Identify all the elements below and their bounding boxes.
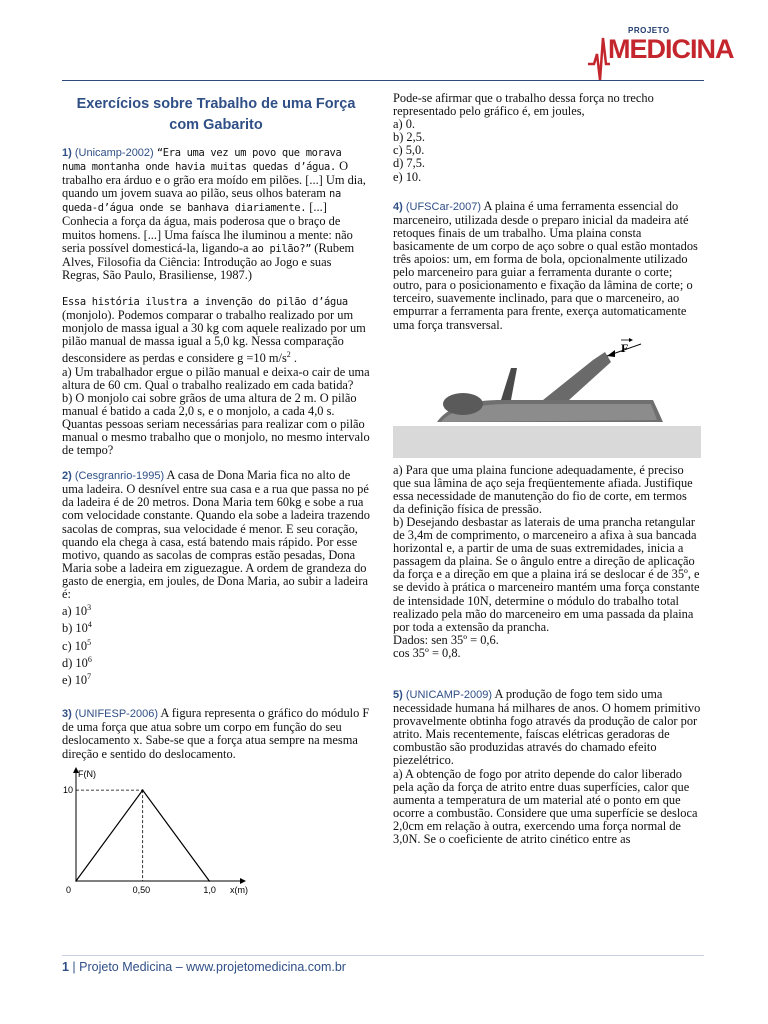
q1-quote-mono2: na queda-d’água onde se banhava diariamente.: [62, 188, 341, 215]
q1-part-b: b) O monjolo cai sobre grãos de uma altura de 2 m. O pilão manual é batido a cada 2,0 s, e o monjolo, a cada 4,0 s. Quantas pessoas seriam necessárias para realizar com o pilão manual o mesmo trabalho que o monjolo, no mesmo intervalo de tempo?: [62, 390, 370, 458]
origin-label: 0: [66, 884, 72, 895]
q2-option-a: a) $10^3$: [62, 603, 92, 619]
question-3: [62, 707, 370, 902]
q2-option-e: e) $10^7$: [62, 672, 92, 688]
logo-main-text: MEDICINA: [608, 34, 734, 64]
page-number: 1: [62, 960, 69, 974]
question-1: [62, 146, 370, 457]
y-axis-label: F(N): [78, 768, 96, 779]
question-3-continued: [393, 92, 701, 184]
q3-option-d: d) 7,5.: [393, 156, 426, 171]
q1-body: (monjolo). Podemos comparar o trabalho realizado por um monjolo de massa igual a 30 kg com aquele realizado por um pilão manual de massa igual a 5,0 kg. Nessa comparação desconsidere as perdas e considere g =10 m/s: [62, 308, 366, 366]
x-axis-arrow: [240, 878, 246, 884]
q4-number: 4): [393, 200, 403, 213]
right-column: [393, 92, 701, 858]
q4-part-a: a) Para que uma plaina funcione adequadamente, é preciso que sua lâmina de aço seja freqüentemente afiada. Justifique essa necessidade de manutenção do fio de corte, em termos da definição física de pressão.: [393, 462, 693, 516]
q4-body: A plaina é uma ferramenta essencial do marceneiro, utilizada desde o preparo inicial da madeira até retoques finais de um trabalho. Uma plaina consta basicamente de um corpo de aço sobre o qual estão montados três apoios: um, em forma de bola, opcionalmente utilizado pelo marceneiro para guiar a ferramenta durante o corte; outro, para o posicionamento e fixação da lâmina de corte; o terceiro, suavemente inclinado, para que o marceneiro, ao empurrar a ferramenta para frente, exerça automaticamente uma força transversal.: [393, 198, 698, 332]
q2-option-d: d) $10^6$: [62, 654, 92, 670]
q3-option-c: c) 5,0.: [393, 143, 425, 158]
q2-option-c: c) $10^5$: [62, 637, 92, 653]
q4-part-b: b) Desejando desbastar as laterais de uma prancha retangular de 3,4m de comprimento, o marceneiro a afixa à sua bancada horizontal e, a partir de uma de suas extremidades, inicia a passagem da plaina. Se o ângulo entre a direção de aplicação da força e a direção em que a plaina irá se deslocar é de 35º, e se devido à prática o marceneiro mantém uma força constante de intensidade 10N, determine o módulo do trabalho total realizado pela mão do marceneiro em uma passada da plaina por toda a extensão da prancha.: [393, 514, 700, 634]
q1-quote-open: “Era uma vez um povo que morava numa montanha onde havia muitas quedas d’água.: [62, 147, 342, 174]
force-displacement-chart: [62, 763, 262, 903]
header-rule: [62, 80, 704, 81]
q1-quote-ref: (Rubem Alves, Filosofia da Ciência: Introdução ao Jogo e suas Regras, São Paulo, Brasiliense, 1987.): [62, 240, 355, 282]
force-label: F: [621, 340, 629, 355]
q1-quote-rest: O trabalho era árduo e o grão era moído em pilões. [...] Um dia, quando um jovem suava ao pilão, seus olhos bateram: [62, 159, 366, 201]
q2-source: (Cesgranrio-1995): [74, 470, 165, 483]
data-point: [209, 880, 211, 882]
left-column: [62, 92, 370, 915]
question-5: [393, 688, 701, 846]
q1-number: 1): [62, 147, 72, 159]
q3-number: 3): [62, 708, 72, 721]
q3-source: (UNIFESP-2006): [74, 708, 158, 721]
q2-body: A casa de Dona Maria fica no alto de uma ladeira. O desnível entre sua casa e a rua que passa no pé da ladeira é de 20 metros. Dona Maria tem 60kg e sobe a rua com velocidade constante. Quando ela sobe a ladeira trazendo sacolas de compras, sua velocidade é menor. E seu coração, quando ela chega à casa, está batendo mais rápido. Por esse motivo, quando as sacolas de compras estão pesadas, Dona Maria sobe a ladeira em ziguezague. A ordem de grandeza do gasto de energia, em joules, de Dona Maria, ao subir a ladeira é:: [62, 468, 370, 602]
q3-continuation: Pode-se afirmar que o trabalho dessa força no trecho representado pelo gráfico é, em joules,: [393, 91, 654, 119]
q3-option-b: b) 2,5.: [393, 130, 426, 145]
y-tick-label: 10: [63, 784, 74, 795]
question-4: [393, 200, 701, 660]
q4-source: (UFSCar-2007): [405, 200, 482, 213]
logo-small-text: PROJETO: [628, 26, 670, 35]
q3-body: A figura representa o gráfico do módulo F de uma força que atua sobre um corpo em função do seu deslocamento x. Sabe-se que a força atua sempre na mesma direção e sentido do deslocamento.: [62, 706, 370, 761]
x-tick-label: 1,0: [203, 884, 216, 895]
data-point: [75, 880, 77, 882]
q3-option-a: a) 0.: [393, 117, 416, 132]
q1-body-end: .: [290, 351, 297, 366]
q2-option-b: b) $10^4$: [62, 620, 92, 636]
q5-source: (UNICAMP-2009): [405, 689, 493, 701]
q1-source: (Unicamp-2002): [74, 147, 154, 159]
q1-part-a: a) Um trabalhador ergue o pilão manual e deixa-o cair de uma altura de 60 cm. Qual o trabalho realizado em cada batida?: [62, 364, 370, 392]
q4-data-1: Dados: sen 35º = 0,6.: [393, 632, 499, 647]
q5-part-a: a) A obtenção de fogo por atrito depende do calor liberado pela ação da força de atrito entre duas superfícies, calor que aumenta a temperatura de um material até o ponto em que ocorre a combustão. Considere que uma superfície se desloca 2,0cm em relação à outra, exercendo uma força normal de 3,0N. Se o coeficiente de atrito cinético entre as: [393, 766, 698, 847]
q5-body: A produção de fogo tem sido uma necessidade humana há milhares de anos. O homem primitivo provavelmente obtinha fogo através da produção de calor por atrito. Mais recentemente, faíscas elétricas geradoras de combustão são produzidas através do chamado efeito piezelétrico.: [393, 687, 701, 768]
footer-text: Projeto Medicina – www.projetomedicina.com.br: [79, 960, 346, 974]
x-axis-label: x(m): [230, 884, 248, 895]
question-2: [62, 469, 370, 687]
q1-intro: Essa história ilustra a invenção do pilão d’água: [62, 295, 348, 308]
q1-quote-rest2: [...] Conhecia a força da água, mais poderosa que o braço de muitos homens. [...] Uma faísca lhe iluminou a mente: não seria possível domesticá-la, ligando-a: [62, 200, 353, 255]
page-title: Exercícios sobre Trabalho de uma Força com Gabarito: [76, 96, 356, 133]
q2-number: 2): [62, 470, 72, 483]
q5-number: 5): [393, 689, 403, 701]
x-tick-label: 0,50: [132, 884, 151, 895]
footer-rule: [62, 955, 704, 956]
q3-option-e: e) 10.: [393, 169, 422, 184]
q1-sup: 2: [286, 350, 291, 360]
data-point: [142, 789, 144, 791]
projeto-medicina-logo: [588, 24, 734, 76]
hand-plane-illustration: [393, 338, 701, 458]
page-footer: 1 | Projeto Medicina – www.projetomedicina.com.br: [62, 960, 346, 974]
q1-quote-mono3: ao pilão?”: [251, 242, 312, 255]
q4-data-2: cos 35º = 0,8.: [393, 645, 461, 660]
